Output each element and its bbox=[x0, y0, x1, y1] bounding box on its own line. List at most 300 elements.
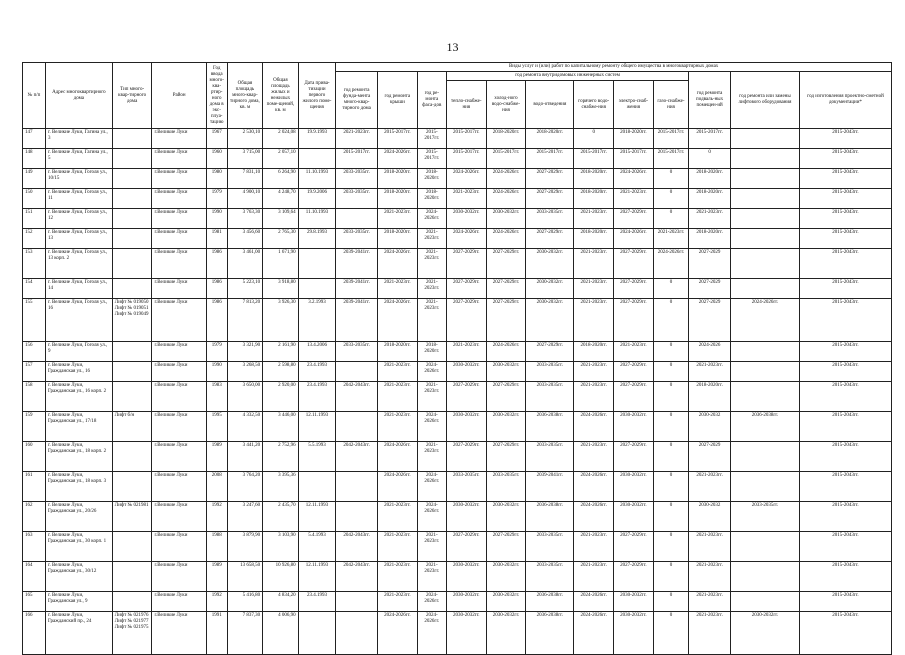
cell-c9: 2015-2017гг. bbox=[653, 149, 689, 169]
cell-n: 162 bbox=[23, 502, 46, 532]
cell-c10: 2021-2023гг. bbox=[689, 362, 731, 382]
cell-c6: 2033-2035гг. bbox=[526, 382, 574, 412]
cell-c2: 2018-2020гг. bbox=[378, 169, 418, 189]
cell-c5: 2027-2029гг. bbox=[486, 532, 526, 562]
cell-c9: 0 bbox=[653, 189, 689, 209]
cell-c3: 2024-2026гг. bbox=[417, 472, 446, 502]
cell-c6: 2030-2032гг. bbox=[526, 279, 574, 299]
cell-c3: 2024-2026гг. bbox=[417, 502, 446, 532]
cell-year: 1980 bbox=[206, 169, 227, 189]
cell-c1 bbox=[336, 412, 378, 442]
cell-c1 bbox=[336, 612, 378, 655]
cell-c8: 2027-2029гг. bbox=[614, 362, 654, 382]
col-power: электро-снаб-жения bbox=[614, 81, 654, 129]
cell-c4: 2030-2032гг. bbox=[446, 362, 486, 382]
cell-c8: 2030-2032гг. bbox=[614, 412, 654, 442]
cell-n: 149 bbox=[23, 169, 46, 189]
cell-c7: 2015-2017гг. bbox=[574, 149, 614, 169]
table-row bbox=[23, 149, 892, 169]
cell-district: г.Великие Луки bbox=[152, 502, 206, 532]
cell-n: 166 bbox=[23, 612, 46, 655]
cell-c8: 2024-2026гг. bbox=[614, 229, 654, 249]
cell-c11 bbox=[730, 209, 799, 229]
cell-type bbox=[112, 189, 152, 209]
col-num: № п/п bbox=[23, 63, 46, 129]
cell-c3: 2021-2023гг. bbox=[417, 382, 446, 412]
cell-c2: 2024-2026гг. bbox=[378, 472, 418, 502]
cell-c1: 2021-2023гг. bbox=[336, 129, 378, 149]
cell-priv bbox=[298, 149, 336, 169]
cell-n: 164 bbox=[23, 562, 46, 592]
cell-n: 156 bbox=[23, 342, 46, 362]
cell-district: г.Великие Луки bbox=[152, 209, 206, 229]
cell-area: 3 461,00 bbox=[227, 249, 263, 279]
cell-addr: г. Великие Луки, Гражданская ул., 18 корп. 3 bbox=[45, 472, 112, 502]
cell-c5: 2030-2032гг. bbox=[486, 412, 526, 442]
cell-addr: г. Великие Луки, Гражданская ул., 18 корп. 2 bbox=[45, 442, 112, 472]
col-gas: газо-снабже-ния bbox=[653, 81, 689, 129]
cell-priv: 12.11.1993 bbox=[298, 502, 336, 532]
cell-area: 3 715,00 bbox=[227, 149, 263, 169]
cell-area: 3 441,20 bbox=[227, 442, 263, 472]
cell-c8: 2024-2026гг. bbox=[614, 169, 654, 189]
cell-c7: 2018-2020гг. bbox=[574, 189, 614, 209]
cell-area2: 3 926,30 bbox=[263, 299, 299, 342]
cell-c11: 2033-2035гг. bbox=[730, 502, 799, 532]
cell-c2: 2021-2023гг. bbox=[378, 412, 418, 442]
cell-area: 2 530,10 bbox=[227, 129, 263, 149]
cell-c3: 2021-2023гг. bbox=[417, 562, 446, 592]
cell-c7: 2021-2023гг. bbox=[574, 442, 614, 472]
cell-c12: 2015-2043гг. bbox=[799, 472, 891, 502]
cell-c5: 2027-2029гг. bbox=[486, 299, 526, 342]
cell-c7: 0 bbox=[574, 129, 614, 149]
cell-year: 1986 bbox=[206, 299, 227, 342]
cell-priv bbox=[298, 279, 336, 299]
cell-c8: 2030-2032гг. bbox=[614, 592, 654, 612]
cell-c11 bbox=[730, 442, 799, 472]
table-row bbox=[23, 592, 892, 612]
cell-c1: 2039-2041гг. bbox=[336, 279, 378, 299]
cell-type bbox=[112, 592, 152, 612]
cell-c11 bbox=[730, 149, 799, 169]
cell-c2: 2021-2023гг. bbox=[378, 532, 418, 562]
cell-area: 5 416,80 bbox=[227, 592, 263, 612]
cell-area2: 3 446,00 bbox=[263, 412, 299, 442]
cell-c7: 2024-2026гг. bbox=[574, 592, 614, 612]
cell-c4: 2030-2032гг. bbox=[446, 592, 486, 612]
cell-type bbox=[112, 442, 152, 472]
cell-c3: 2018-2020гг. bbox=[417, 189, 446, 209]
cell-priv: 3.2.1993 bbox=[298, 299, 336, 342]
cell-c3: 2021-2023гг. bbox=[417, 249, 446, 279]
cell-area2: 4 248,70 bbox=[263, 189, 299, 209]
cell-area: 7 831,10 bbox=[227, 169, 263, 189]
cell-n: 161 bbox=[23, 472, 46, 502]
cell-district: г.Великие Луки bbox=[152, 472, 206, 502]
cell-c4: 2024-2026гг. bbox=[446, 169, 486, 189]
cell-c5: 2024-2026гг. bbox=[486, 189, 526, 209]
cell-c9: 0 bbox=[653, 382, 689, 412]
table-row bbox=[23, 382, 892, 412]
cell-year: 1988 bbox=[206, 532, 227, 562]
cell-c4: 2030-2032гг. bbox=[446, 562, 486, 592]
cell-type bbox=[112, 129, 152, 149]
cell-priv: 11.10.1993 bbox=[298, 209, 336, 229]
cell-c4: 2015-2017гг. bbox=[446, 149, 486, 169]
cell-year: 1986 bbox=[206, 279, 227, 299]
cell-year: 1979 bbox=[206, 189, 227, 209]
cell-c6: 2033-2035гг. bbox=[526, 562, 574, 592]
cell-c7: 2021-2023гг. bbox=[574, 532, 614, 562]
cell-area2: 3 395,36 bbox=[263, 472, 299, 502]
cell-c4: 2027-2029гг. bbox=[446, 249, 486, 279]
cell-c11: 2030-2032гг. bbox=[730, 612, 799, 655]
cell-c9: 0 bbox=[653, 342, 689, 362]
col-design-docs: год изготовления проектно-сметной документации* bbox=[799, 72, 891, 129]
cell-c7: 2018-2020гг. bbox=[574, 342, 614, 362]
cell-year: 1967 bbox=[206, 129, 227, 149]
cell-c5: 2033-2035гг. bbox=[486, 472, 526, 502]
cell-c2: 2018-2020гг. bbox=[378, 342, 418, 362]
cell-addr: г. Великие Луки, Гражданская ул., 30 корп. 1 bbox=[45, 532, 112, 562]
table-row bbox=[23, 362, 892, 382]
cell-c12: 2015-2043гг. bbox=[799, 382, 891, 412]
cell-c2: 2018-2020гг. bbox=[378, 229, 418, 249]
cell-priv: 11.10.1993 bbox=[298, 169, 336, 189]
page-number: 13 bbox=[446, 40, 459, 54]
cell-c2: 2021-2023гг. bbox=[378, 382, 418, 412]
cell-c2: 2021-2023гг. bbox=[378, 209, 418, 229]
cell-c11 bbox=[730, 562, 799, 592]
table-row bbox=[23, 502, 892, 532]
table-row bbox=[23, 279, 892, 299]
col-year-built: Год ввода много-ква-ртир-ного дома в экс-плуа-тацию bbox=[206, 63, 227, 129]
cell-c12: 2015-2043гг. bbox=[799, 299, 891, 342]
cell-c12: 2015-2043гг. bbox=[799, 249, 891, 279]
cell-type: Лифт б/н bbox=[112, 412, 152, 442]
cell-c3: 2024-2026гг. bbox=[417, 612, 446, 655]
cell-area2: 3 109,64 bbox=[263, 209, 299, 229]
cell-type bbox=[112, 279, 152, 299]
table-row bbox=[23, 299, 892, 342]
cell-type bbox=[112, 169, 152, 189]
cell-c9: 0 bbox=[653, 562, 689, 592]
table-row bbox=[23, 532, 892, 562]
cell-c11 bbox=[730, 169, 799, 189]
cell-c1: 2033-2035гг. bbox=[336, 342, 378, 362]
cell-c1 bbox=[336, 592, 378, 612]
cell-c12: 2015-2043гг. bbox=[799, 612, 891, 655]
cell-c12: 2015-2043гг. bbox=[799, 592, 891, 612]
cell-n: 159 bbox=[23, 412, 46, 442]
cell-c7: 2021-2023гг. bbox=[574, 279, 614, 299]
cell-area2: 4 834,20 bbox=[263, 592, 299, 612]
cell-c12: 2015-2043гг. bbox=[799, 362, 891, 382]
cell-addr: г. Великие Луки, Гражданская ул., 9 bbox=[45, 592, 112, 612]
cell-area2: 3 918,80 bbox=[263, 279, 299, 299]
cell-c7: 2024-2026гг. bbox=[574, 612, 614, 655]
cell-c8: 2015-2017гг. bbox=[614, 149, 654, 169]
cell-c9: 0 bbox=[653, 532, 689, 562]
cell-n: 160 bbox=[23, 442, 46, 472]
cell-area: 7 837,30 bbox=[227, 612, 263, 655]
cell-addr: г. Великие Луки, Гражданская ул., 16 корп. 2 bbox=[45, 382, 112, 412]
cell-c6: 2036-2038гг. bbox=[526, 592, 574, 612]
cell-c11: 2024-2026гг. bbox=[730, 299, 799, 342]
cell-priv: 5.5.1993 bbox=[298, 442, 336, 472]
cell-c10: 2018-2020гг. bbox=[689, 229, 731, 249]
cell-addr: г. Великие Луки, Гоголя ул., 16 bbox=[45, 299, 112, 342]
cell-priv: 19.9.2006 bbox=[298, 189, 336, 209]
cell-c9: 0 bbox=[653, 209, 689, 229]
cell-c12: 2015-2043гг. bbox=[799, 149, 891, 169]
cell-n: 157 bbox=[23, 362, 46, 382]
table-row bbox=[23, 129, 892, 149]
cell-c2: 2021-2023гг. bbox=[378, 362, 418, 382]
cell-district: г.Великие Луки bbox=[152, 532, 206, 562]
cell-area: 3 879,90 bbox=[227, 532, 263, 562]
cell-c4: 2030-2032гг. bbox=[446, 612, 486, 655]
cell-c11 bbox=[730, 189, 799, 209]
cell-type bbox=[112, 149, 152, 169]
cell-c10: 2021-2023гг. bbox=[689, 562, 731, 592]
cell-district: г.Великие Луки bbox=[152, 342, 206, 362]
cell-c7: 2024-2026гг. bbox=[574, 472, 614, 502]
cell-c10: 2027-2029 bbox=[689, 299, 731, 342]
cell-c3: 2021-2023гг. bbox=[417, 299, 446, 342]
cell-c4: 2030-2032гг. bbox=[446, 502, 486, 532]
cell-c12: 2015-2043гг. bbox=[799, 209, 891, 229]
cell-area2: 2 752,96 bbox=[263, 442, 299, 472]
cell-c10: 2027-2029 bbox=[689, 442, 731, 472]
cell-type bbox=[112, 532, 152, 562]
cell-c6: 2036-2038гг. bbox=[526, 612, 574, 655]
cell-priv: 5.4.1993 bbox=[298, 532, 336, 562]
table-body bbox=[23, 129, 892, 655]
cell-c9: 2021-2023гг. bbox=[653, 229, 689, 249]
col-type: Тип много-квар-тирного дома bbox=[112, 63, 152, 129]
cell-type bbox=[112, 249, 152, 279]
col-cold-water: холод-ного водо-снабже-ния bbox=[486, 81, 526, 129]
cell-type bbox=[112, 472, 152, 502]
cell-c2: 2024-2026гг. bbox=[378, 442, 418, 472]
col-hot-water: горячего водо-снабже-ния bbox=[574, 81, 614, 129]
col-district: Район bbox=[152, 63, 206, 129]
cell-addr: г. Великие Луки, Гагина ул., 3 bbox=[45, 129, 112, 149]
cell-priv bbox=[298, 472, 336, 502]
cell-c3: 2024-2026гг. bbox=[417, 209, 446, 229]
cell-priv bbox=[298, 612, 336, 655]
cell-c5: 2024-2026гг. bbox=[486, 229, 526, 249]
cell-addr: г. Великие Луки, Гражданская ул., 30/12 bbox=[45, 562, 112, 592]
cell-c5: 2030-2032гг. bbox=[486, 612, 526, 655]
cell-c10: 2024-2026 bbox=[689, 342, 731, 362]
cell-c8: 2027-2029гг. bbox=[614, 279, 654, 299]
cell-district: г.Великие Луки bbox=[152, 279, 206, 299]
cell-area2: 2 765,30 bbox=[263, 229, 299, 249]
cell-addr: г. Великие Луки, Гоголя ул., 14 bbox=[45, 279, 112, 299]
cell-c7: 2021-2023гг. bbox=[574, 382, 614, 412]
works-group-header: Виды услуг и (или) работ по капитальному ремонту общего имущества в многоквартирных домах bbox=[336, 63, 892, 72]
cell-year: 1990 bbox=[206, 209, 227, 229]
cell-c5: 2030-2032гг. bbox=[486, 592, 526, 612]
cell-year: 1981 bbox=[206, 229, 227, 249]
cell-c4: 2033-2035гг. bbox=[446, 472, 486, 502]
cell-c2: 2021-2023гг. bbox=[378, 592, 418, 612]
cell-c1 bbox=[336, 502, 378, 532]
cell-c10: 2027-2029 bbox=[689, 279, 731, 299]
cell-c8: 2027-2029гг. bbox=[614, 209, 654, 229]
cell-type bbox=[112, 382, 152, 412]
col-basement: год ремонта подваль-ных помещен-ий bbox=[689, 72, 731, 129]
cell-c6: 2015-2017гг. bbox=[526, 149, 574, 169]
cell-c11 bbox=[730, 249, 799, 279]
cell-c6: 2036-2038гг. bbox=[526, 502, 574, 532]
cell-district: г.Великие Луки bbox=[152, 592, 206, 612]
cell-c6: 2030-2032гг. bbox=[526, 299, 574, 342]
col-priv-date: Дата прива-тизации первого жилого поме-щения bbox=[298, 63, 336, 129]
cell-c8: 2030-2032гг. bbox=[614, 502, 654, 532]
cell-type bbox=[112, 342, 152, 362]
cell-year: 1992 bbox=[206, 502, 227, 532]
cell-c1: 2042-2043гг. bbox=[336, 562, 378, 592]
cell-c12: 2015-2043гг. bbox=[799, 502, 891, 532]
cell-n: 152 bbox=[23, 229, 46, 249]
cell-c7: 2021-2023гг. bbox=[574, 209, 614, 229]
cell-c10: 2021-2023гг. bbox=[689, 592, 731, 612]
cell-c11 bbox=[730, 279, 799, 299]
table-row bbox=[23, 189, 892, 209]
cell-district: г.Великие Луки bbox=[152, 129, 206, 149]
col-foundation: год ремонта фунда-мента много-квар-тирного дома bbox=[336, 72, 378, 129]
cell-year: 1995 bbox=[206, 412, 227, 442]
table-row bbox=[23, 209, 892, 229]
cell-district: г.Великие Луки bbox=[152, 189, 206, 209]
cell-c1: 2039-2041гг. bbox=[336, 249, 378, 279]
cell-addr: г. Великие Луки, Гоголя ул., 13 корп. 2 bbox=[45, 249, 112, 279]
cell-c3: 2021-2023гг. bbox=[417, 279, 446, 299]
cell-c1: 2042-2043гг. bbox=[336, 382, 378, 412]
cell-area: 3 268,50 bbox=[227, 362, 263, 382]
col-nonres-area: Общая площадь жилых и нежилых поме-щений, кв. м bbox=[263, 63, 299, 129]
cell-area: 3 763,30 bbox=[227, 209, 263, 229]
cell-c6: 2033-2035гг. bbox=[526, 362, 574, 382]
cell-c5: 2030-2032гг. bbox=[486, 362, 526, 382]
cell-c10: 2030-2032 bbox=[689, 502, 731, 532]
cell-addr: г. Великие Луки, Гоголя ул., 13 bbox=[45, 229, 112, 249]
cell-year: 1990 bbox=[206, 362, 227, 382]
cell-c2: 2024-2026гг. bbox=[378, 149, 418, 169]
cell-c9: 2024-2026гг. bbox=[653, 249, 689, 279]
cell-c3: 2015-2017гг. bbox=[417, 129, 446, 149]
cell-c7: 2021-2023гг. bbox=[574, 249, 614, 279]
cell-area: 3 247,60 bbox=[227, 502, 263, 532]
cell-c5: 2030-2032гг. bbox=[486, 209, 526, 229]
cell-c6: 2039-2041гг. bbox=[526, 472, 574, 502]
cell-c4: 2024-2026гг. bbox=[446, 229, 486, 249]
cell-area: 5 223,10 bbox=[227, 279, 263, 299]
cell-c7: 2018-2020гг. bbox=[574, 229, 614, 249]
col-sewer: водо-отведения bbox=[526, 81, 574, 129]
table-row bbox=[23, 412, 892, 442]
cell-area: 3 456,60 bbox=[227, 229, 263, 249]
cell-c1 bbox=[336, 472, 378, 502]
cell-c5: 2027-2029гг. bbox=[486, 442, 526, 472]
col-facade: год ре-монта фаса-дов bbox=[417, 72, 446, 129]
cell-area: 4 332,50 bbox=[227, 412, 263, 442]
cell-c6: 2027-2029гг. bbox=[526, 229, 574, 249]
cell-c11 bbox=[730, 382, 799, 412]
cell-n: 165 bbox=[23, 592, 46, 612]
cell-c5: 2024-2026гг. bbox=[486, 342, 526, 362]
cell-c5: 2015-2017гг. bbox=[486, 149, 526, 169]
cell-district: г.Великие Луки bbox=[152, 562, 206, 592]
cell-n: 151 bbox=[23, 209, 46, 229]
cell-area2: 6 264,90 bbox=[263, 169, 299, 189]
cell-priv: 12.11.1993 bbox=[298, 562, 336, 592]
cell-area2: 2 920,00 bbox=[263, 382, 299, 412]
cell-c8: 2027-2029гг. bbox=[614, 249, 654, 279]
cell-c4: 2027-2029гг. bbox=[446, 279, 486, 299]
cell-area: 3 650,00 bbox=[227, 382, 263, 412]
cell-priv: 13.4.2006 bbox=[298, 342, 336, 362]
cell-c6: 2036-2038гг. bbox=[526, 412, 574, 442]
cell-year: 1983 bbox=[206, 382, 227, 412]
cell-area2: 3 103,90 bbox=[263, 532, 299, 562]
cell-c4: 2027-2029гг. bbox=[446, 442, 486, 472]
cell-c6: 2027-2029гг. bbox=[526, 169, 574, 189]
cell-c3: 2015-2017гг. bbox=[417, 149, 446, 169]
cell-c5: 2024-2026гг. bbox=[486, 169, 526, 189]
cell-district: г.Великие Луки bbox=[152, 249, 206, 279]
cell-year: 1960 bbox=[206, 149, 227, 169]
cell-c2: 2024-2026гг. bbox=[378, 299, 418, 342]
cell-c12: 2015-2043гг. bbox=[799, 169, 891, 189]
cell-c4: 2027-2029гг. bbox=[446, 382, 486, 412]
cell-c3: 2021-2023гг. bbox=[417, 442, 446, 472]
cell-c9: 0 bbox=[653, 612, 689, 655]
cell-c4: 2021-2023гг. bbox=[446, 189, 486, 209]
cell-c5: 2027-2029гг. bbox=[486, 279, 526, 299]
cell-c12: 2015-2043гг. bbox=[799, 532, 891, 562]
table-row bbox=[23, 472, 892, 502]
cell-year: 1992 bbox=[206, 592, 227, 612]
cell-c12: 2015-2043гг. bbox=[799, 562, 891, 592]
cell-c3: 2024-2026гг. bbox=[417, 362, 446, 382]
cell-c2: 2021-2023гг. bbox=[378, 562, 418, 592]
cell-year: 1979 bbox=[206, 342, 227, 362]
cell-c1: 2039-2041гг. bbox=[336, 299, 378, 342]
engineering-systems-header: год ремонта внутридомовых инженерных систем bbox=[446, 72, 688, 81]
cell-c3: 2018-2020гг. bbox=[417, 342, 446, 362]
cell-district: г.Великие Луки bbox=[152, 362, 206, 382]
cell-c10: 2018-2020гг. bbox=[689, 382, 731, 412]
cell-type bbox=[112, 362, 152, 382]
col-total-area: Общая площадь много-квар-тирного дома, кв. м bbox=[227, 63, 263, 129]
cell-c10: 2027-2029 bbox=[689, 249, 731, 279]
cell-area2: 1 671,90 bbox=[263, 249, 299, 279]
cell-c9: 0 bbox=[653, 472, 689, 502]
cell-c12: 2015-2043гг. bbox=[799, 342, 891, 362]
cell-priv: 23.4.1993 bbox=[298, 592, 336, 612]
cell-type bbox=[112, 229, 152, 249]
cell-n: 154 bbox=[23, 279, 46, 299]
cell-c1: 2033-2035гг. bbox=[336, 189, 378, 209]
cell-c2: 2024-2026гг. bbox=[378, 249, 418, 279]
cell-c8: 2018-2020гг. bbox=[614, 129, 654, 149]
cell-c8: 2027-2029гг. bbox=[614, 532, 654, 562]
